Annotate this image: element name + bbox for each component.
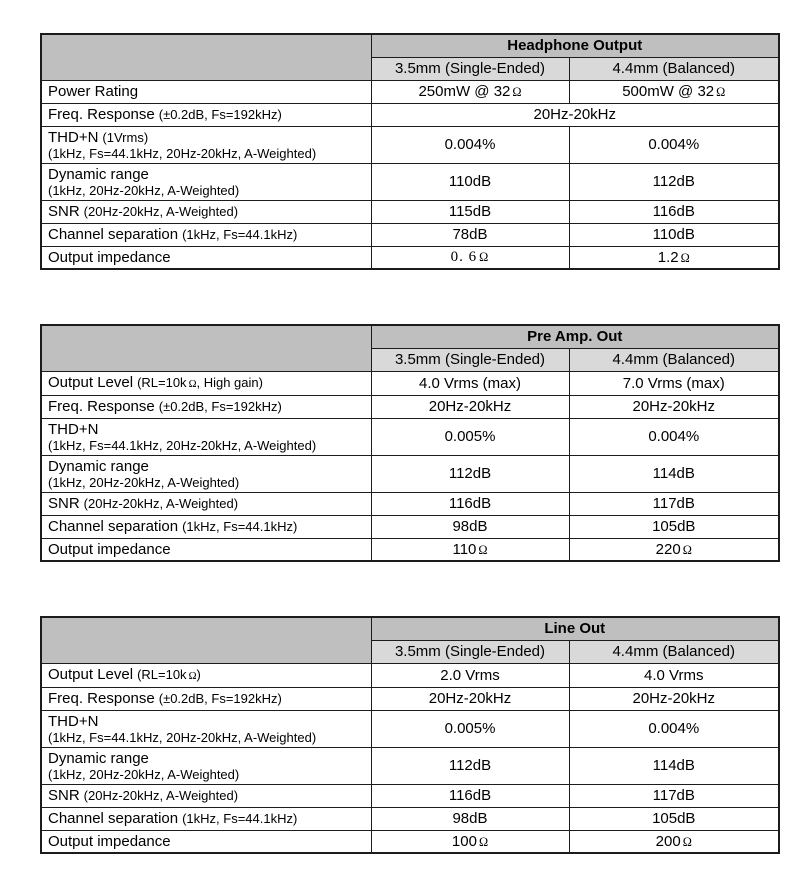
spec-value-cell: 0.004% [569,418,779,455]
spec-value-cell: 117dB [569,492,779,515]
spec-value-cell: 20Hz-20kHz [569,395,779,418]
ohm-symbol: Ω [478,834,489,849]
spec-label-cell [41,830,371,853]
corner-cell [41,34,371,80]
spec-row [41,687,779,710]
spec-value-cell: 114dB [569,455,779,492]
ohm-symbol: Ω [188,670,197,682]
spec-label-note: (1kHz, Fs=44.1kHz) [182,227,298,242]
spec-label-note: (20Hz-20kHz, A-Weighted) [83,204,239,219]
spec-label-cell [41,515,371,538]
spec-label: Channel separation [48,810,179,827]
ohm-symbol: Ω [682,834,692,849]
spec-label: Output impedance [48,248,171,266]
spec-value-cell: 4.0 Vrms (max) [371,371,569,395]
spec-row [41,418,779,455]
spec-row [41,710,779,747]
spec-label: Freq. Response [48,690,155,707]
spec-value-cell: 112dB [371,747,569,784]
spec-label-note: (±0.2dB, Fs=192kHz) [158,107,282,122]
spec-value-cell: 250mW @ 32 Ω [371,80,569,103]
spec-label-conditions: (1kHz, Fs=44.1kHz, 20Hz-20kHz, A-Weighted) [48,729,317,745]
spec-label-cell [41,200,371,223]
spec-row [41,663,779,687]
spec-value-cell: 20Hz-20kHz [371,395,569,418]
spec-label-conditions: (1kHz, 20Hz-20kHz, A-Weighted) [48,474,240,490]
spec-label-cell [41,687,371,710]
spec-value-cell: 110 Ω [371,538,569,561]
spec-label: Power Rating [48,83,139,100]
spec-value-cell: 20Hz-20kHz [569,687,779,710]
spec-row [41,163,779,200]
spec-value-cell: 2.0 Vrms [371,663,569,687]
spec-value-cell: 100 Ω [371,830,569,853]
spec-table-body [41,663,779,853]
spec-label-note: (±0.2dB, Fs=192kHz) [158,691,282,706]
spec-label-cell [41,126,371,163]
spec-row [41,455,779,492]
spec-label: Channel separation [48,226,179,243]
spec-value-cell: 110dB [569,223,779,246]
spec-label-cell [41,103,371,126]
column-header-balanced: 4.4mm (Balanced) [569,57,779,80]
spec-value-cell: 500mW @ 32 Ω [569,80,779,103]
spec-row [41,538,779,561]
spec-table-body [41,80,779,269]
spec-label: THD+N [48,420,99,438]
corner-cell [41,325,371,371]
spec-label-note: (1kHz, Fs=44.1kHz) [182,519,298,534]
spec-label: Dynamic range [48,165,149,183]
spec-label: THD+N [48,712,99,730]
spec-row [41,747,779,784]
spec-label-cell [41,784,371,807]
spec-row [41,492,779,515]
spec-label-cell [41,538,371,561]
spec-label: Dynamic range [48,749,149,767]
spec-label-cell [41,492,371,515]
spec-value-cell: 0.005% [371,418,569,455]
spec-row [41,223,779,246]
ohm-symbol: Ω [512,85,522,99]
spec-value-cell: 0. 6 Ω [371,246,569,269]
spec-value-cell: 4.0 Vrms [569,663,779,687]
spec-value-cell: 110dB [371,163,569,200]
spec-label: Output Level [48,373,134,391]
spec-value-cell: 116dB [569,200,779,223]
column-header-single-ended: 3.5mm (Single-Ended) [371,348,569,371]
spec-value-cell: 105dB [569,515,779,538]
spec-value-cell: 98dB [371,807,569,830]
spec-label-cell [41,371,371,395]
spec-label-cell [41,807,371,830]
spec-value-cell: 0.004% [569,710,779,747]
spec-label-cell [41,223,371,246]
spec-label: Dynamic range [48,457,149,475]
spec-label-cell [41,710,371,747]
spec-label-cell [41,418,371,455]
column-header-balanced: 4.4mm (Balanced) [569,348,779,371]
table-title-row [41,325,779,348]
spec-value-cell: 1.2 Ω [569,246,779,269]
spec-value-cell: 20Hz-20kHz [371,103,779,126]
spec-row [41,126,779,163]
spec-row [41,103,779,126]
spec-row [41,830,779,853]
table-title: Pre Amp. Out [371,325,779,348]
spec-label-note: (1Vrms) [102,129,149,145]
ohm-symbol: Ω [682,542,692,557]
spec-label-cell [41,395,371,418]
spec-value-cell: 112dB [569,163,779,200]
spec-label-conditions: (1kHz, 20Hz-20kHz, A-Weighted) [48,766,240,782]
ohm-symbol: Ω [188,378,197,390]
spec-row [41,515,779,538]
spec-label-cell [41,663,371,687]
spec-label: Output Level [48,665,134,683]
spec-label-cell [41,80,371,103]
spec-label-conditions: (1kHz, Fs=44.1kHz, 20Hz-20kHz, A-Weighted) [48,437,317,453]
spec-table-pre-amp-out [40,324,780,562]
column-header-single-ended: 3.5mm (Single-Ended) [371,57,569,80]
spec-value-cell: 98dB [371,515,569,538]
spec-label-cell [41,163,371,200]
spec-value-cell: 117dB [569,784,779,807]
spec-row [41,784,779,807]
spec-label-cell [41,747,371,784]
spec-value-cell: 78dB [371,223,569,246]
spec-value-cell: 20Hz-20kHz [371,687,569,710]
spec-label: Channel separation [48,518,179,535]
spec-label-cell [41,455,371,492]
spec-label: SNR [48,495,80,512]
corner-cell [41,617,371,663]
spec-label-note: (1kHz, Fs=44.1kHz) [182,811,298,826]
ohm-symbol: Ω [716,85,726,99]
spec-value-cell: 7.0 Vrms (max) [569,371,779,395]
spec-value-cell: 112dB [371,455,569,492]
spec-label: SNR [48,203,80,220]
spec-label: THD+N [48,128,99,146]
spec-value-cell: 116dB [371,784,569,807]
spec-table-headphone-output [40,33,780,270]
spec-label: Freq. Response [48,398,155,415]
spec-label-conditions: (1kHz, Fs=44.1kHz, 20Hz-20kHz, A-Weighted) [48,145,317,161]
spec-label: SNR [48,787,80,804]
spec-label: Freq. Response [48,106,155,123]
spec-value-cell: 105dB [569,807,779,830]
ohm-symbol: Ω [680,250,690,265]
spec-row [41,371,779,395]
spec-value-cell: 0.004% [371,126,569,163]
spec-label: Output impedance [48,832,171,850]
spec-value-cell: 114dB [569,747,779,784]
spec-label-conditions: (1kHz, 20Hz-20kHz, A-Weighted) [48,182,240,198]
spec-value-cell: 116dB [371,492,569,515]
spec-value-cell: 220 Ω [569,538,779,561]
column-header-single-ended: 3.5mm (Single-Ended) [371,640,569,663]
ohm-symbol: Ω [478,542,488,557]
spec-label-note: (RL=10k Ω) [137,666,201,682]
spec-label-note: (±0.2dB, Fs=192kHz) [158,399,282,414]
spec-row [41,80,779,103]
table-title: Headphone Output [371,34,779,57]
spec-row [41,807,779,830]
spec-label-cell [41,246,371,269]
spec-row [41,200,779,223]
spec-table-body [41,371,779,561]
spec-value-cell: 115dB [371,200,569,223]
table-title: Line Out [371,617,779,640]
spec-label-note: (20Hz-20kHz, A-Weighted) [83,496,239,511]
spec-value-cell: 200 Ω [569,830,779,853]
spec-value-cell: 0.004% [569,126,779,163]
ohm-symbol: Ω [479,249,490,264]
column-header-balanced: 4.4mm (Balanced) [569,640,779,663]
spec-label: Output impedance [48,540,171,558]
spec-value-cell: 0.005% [371,710,569,747]
table-title-row [41,34,779,57]
spec-row [41,246,779,269]
spec-label-note: (RL=10k Ω, High gain) [137,374,263,390]
spec-row [41,395,779,418]
spec-table-line-out [40,616,780,854]
spec-label-note: (20Hz-20kHz, A-Weighted) [83,788,239,803]
table-title-row [41,617,779,640]
